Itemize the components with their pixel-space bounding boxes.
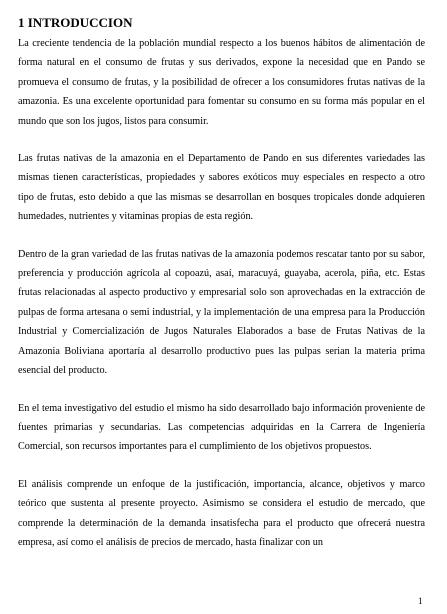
section-heading: 1 INTRODUCCION — [18, 15, 133, 30]
paragraph-analysis-scope: El análisis comprende un enfoque de la justificación, importancia, alcance, objetivos y marco teórico que sustenta al presente proyecto. Asimismo se considera el estudio de mercado, que comprende la determinación de la demanda insatisfecha para el producto que ofrecerá nuestra empresa, así como el análisis de precios de mercado, hasta finalizar con un — [18, 478, 425, 548]
page-number: 1 — [418, 596, 423, 606]
paragraph-native-fruits: Las frutas nativas de la amazonia en el Departamento de Pando en sus diferentes variedades las mismas tienen características, propiedades y sabores exóticos muy especiales en respecto a otro tipo de frutas, esto debido a que las mismas se desarrollan en bosques tropicales donde adquieren humedades, nutrientes y vitaminas propias de esta región. — [18, 153, 425, 223]
paragraph-research-sources: En el tema investigativo del estudio el mismo ha sido desarrollado bajo información proveniente de fuentes primarias y secundarias. Las competencias adquiridas en la Carrera de Ingeniería Comercial, son recursos importantes para el cumplimiento de los objetivos propuestos. — [18, 402, 425, 453]
paragraph-intro: La creciente tendencia de la población mundial respecto a los buenos hábitos de alimentación de forma natural en el consumo de frutas y sus derivados, expone la necesidad que en Pando se promueva el consumo de frutas, y la posibilidad de ofrecer a los consumidores frutas nativas de la amazonia. Es una excelente oportunidad para fomentar su consumo en su forma más popular en el mundo que son los jugos, listos para consumir. — [18, 38, 425, 127]
body-text — [18, 34, 425, 570]
paragraph-fruit-variety: Dentro de la gran variedad de las frutas nativas de la amazonia podemos rescatar tanto por su sabor, preferencia y producción agrícola al copoazú, asaí, maracuyá, guayaba, acerola, piña, etc. Estas frutas relacionadas al aspecto productivo y empresarial solo son aprovechadas en la extracción de pulpas de forma artesana o semi industrial, y la implementación de una empresa para la Producción Industrial y Comercialización de Jugos Naturales Elaborados a base de Frutas Nativas de la Amazonia Boliviana aportaría al desarrollo productivo pues las pulpas serian la materia prima esencial del producto. — [18, 248, 425, 377]
